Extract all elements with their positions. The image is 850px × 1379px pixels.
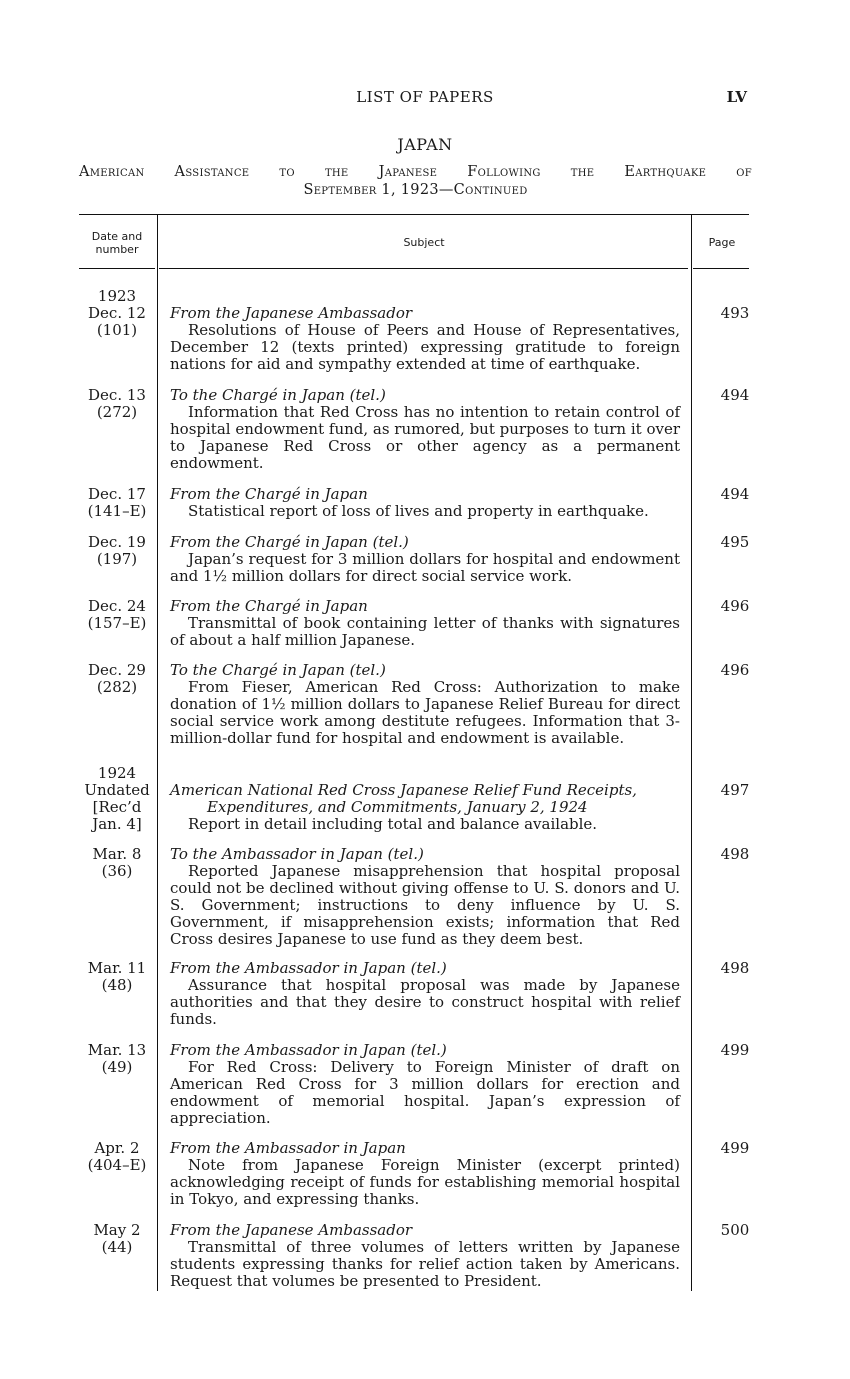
entry-date-text: (141–E)	[87, 502, 147, 520]
entry-date-text: Jan. 4]	[92, 815, 142, 833]
entry-date-text: (44)	[101, 1238, 133, 1256]
entry-date-text: Dec. 19	[88, 533, 146, 551]
entry-date	[75, 486, 159, 520]
entry-date	[75, 782, 159, 833]
entry-description: Japan’s request for 3 million dollars for hospital and endowment and 1½ million dollars for direct social service work.	[170, 550, 680, 585]
entry-date-text: (272)	[96, 403, 138, 421]
entry-subject	[170, 662, 680, 747]
entry-subject	[170, 960, 680, 1028]
entry-subject	[170, 486, 680, 520]
entry-date-text: [Rec’d	[92, 798, 142, 816]
entry-page: 497	[720, 781, 750, 799]
entry-page: 494	[720, 386, 750, 404]
section-title-line2: September 1, 1923—Continued	[303, 182, 528, 198]
entry-date-text: Dec. 24	[88, 597, 146, 615]
entry-page: 500	[720, 1221, 750, 1239]
entry-source: From the Chargé in Japan (tel.)	[170, 533, 409, 551]
entry-source: From the Japanese Ambassador	[170, 304, 413, 322]
entry-description: Statistical report of loss of lives and property in earthquake.	[188, 502, 649, 520]
entry-date-text: (282)	[96, 678, 138, 696]
entry-subject	[170, 1140, 680, 1208]
entry-source: To the Ambassador in Japan (tel.)	[170, 845, 424, 863]
entry-source: From the Ambassador in Japan	[170, 1139, 406, 1157]
column-divider	[157, 214, 158, 1291]
entry-date-text: Dec. 13	[88, 386, 146, 404]
entry-page: 495	[720, 533, 750, 551]
section-title	[79, 163, 752, 199]
entry-subject	[170, 1222, 680, 1290]
entry-description: Information that Red Cross has no intention to retain control of hospital endowment fund, as rumored, but purposes to turn it over to Japanese Red Cross or other agency as a permanent endowment.	[170, 403, 681, 472]
entry-date	[75, 846, 159, 880]
entry-source: To the Chargé in Japan (tel.)	[170, 661, 386, 679]
entry-date-text: Dec. 12	[88, 304, 146, 322]
entry-page: 496	[720, 661, 750, 679]
entry-subject	[170, 1042, 680, 1127]
entry-description: Resolutions of House of Peers and House of Representatives, December 12 (texts printed) expressing gratitude to foreign nations for aid and sympathy extended at time of earthquake.	[170, 321, 680, 373]
entry-date-text: (157–E)	[87, 614, 147, 632]
entry-source: From the Japanese Ambassador	[170, 1221, 413, 1239]
entry-subject	[170, 782, 680, 833]
entry-page: 496	[720, 597, 750, 615]
entry-date-text: Apr. 2	[94, 1139, 140, 1157]
entry-page: 494	[720, 485, 750, 503]
entry-date-text: (404–E)	[87, 1156, 147, 1174]
entry-description: Report in detail including total and balance available.	[188, 815, 598, 833]
entry-subject	[170, 598, 680, 649]
entry-source: From the Chargé in Japan	[170, 597, 368, 615]
entry-date-text: Dec. 29	[88, 661, 146, 679]
entry-date	[75, 387, 159, 421]
entry-date-text: Mar. 11	[87, 959, 147, 977]
entry-date-text: Mar. 8	[92, 845, 142, 863]
entry-date-text: (49)	[101, 1058, 133, 1076]
entry-date-text: Dec. 17	[88, 485, 146, 503]
entry-date-text: May 2	[93, 1221, 141, 1239]
entry-date-text: (101)	[96, 321, 138, 339]
header-date-line1: Date and	[91, 230, 143, 243]
entry-page: 498	[720, 845, 750, 863]
entry-date-text: (36)	[101, 862, 133, 880]
entry-subject	[170, 534, 680, 585]
header-date-number	[79, 230, 155, 256]
entry-date	[75, 1140, 159, 1174]
entry-source: To the Chargé in Japan (tel.)	[170, 386, 386, 404]
entry-page: 498	[720, 959, 750, 977]
page-number: LV	[726, 88, 747, 106]
entry-source-cont: Expenditures, and Commitments, January 2, 1924	[207, 798, 588, 816]
table-header-rule	[79, 268, 155, 269]
entry-description: Reported Japanese misapprehension that hospital proposal could not be declined without giving offense to U. S. donors and U. S. Government; instructions to deny influence by U. S. Government, if misapprehension exists; information that Red Cross desires Japanese to use fund as they deem best.	[170, 862, 680, 948]
entry-description: Transmittal of book containing letter of thanks with signatures of about a half million Japanese.	[170, 614, 680, 649]
header-subject: Subject	[403, 236, 445, 249]
entry-page: 493	[720, 304, 750, 322]
entry-description: For Red Cross: Delivery to Foreign Minister of draft on American Red Cross for 3 million dollars for erection and endowment of memorial hospital. Japan’s expression of appreciation.	[170, 1058, 680, 1127]
table-header-rule	[159, 268, 688, 269]
entry-date-text: Undated	[84, 781, 150, 799]
entry-date	[75, 598, 159, 632]
header-date-line2: number	[95, 243, 139, 256]
entry-date	[75, 960, 159, 994]
running-title: LIST OF PAPERS	[356, 88, 494, 106]
column-divider	[691, 214, 692, 1291]
entry-source: From the Ambassador in Japan (tel.)	[170, 959, 447, 977]
entry-page: 499	[720, 1139, 750, 1157]
table-top-rule	[79, 214, 749, 215]
entry-source: From the Chargé in Japan	[170, 485, 368, 503]
entry-page: 499	[720, 1041, 750, 1059]
entry-description: Note from Japanese Foreign Minister (excerpt printed) acknowledging receipt of funds for establishing memorial hospital in Tokyo, and expressing thanks.	[170, 1156, 680, 1208]
table-header-rule	[693, 268, 749, 269]
entry-source: American National Red Cross Japanese Relief Fund Receipts,	[170, 781, 637, 799]
entry-subject	[170, 846, 680, 948]
entry-date	[75, 1042, 159, 1076]
entry-description: Assurance that hospital proposal was made by Japanese authorities and that they desire to construct hospital with relief funds.	[170, 976, 680, 1028]
section-title-line1: American Assistance to the Japanese Following the Earthquake of	[79, 164, 752, 180]
entry-source: From the Ambassador in Japan (tel.)	[170, 1041, 447, 1059]
entry-description: From Fieser, American Red Cross: Authorization to make donation of 1½ million dollars to Japanese Relief Bureau for direct social service work among destitute refugees. Information that 3-million-dollar fund for hospital and endowment is available.	[170, 678, 680, 747]
header-page: Page	[708, 236, 736, 249]
entry-date	[75, 305, 159, 339]
entry-date	[75, 534, 159, 568]
entry-description: Transmittal of three volumes of letters written by Japanese students expressing thanks for relief action taken by Americans. Request that volumes be presented to President.	[170, 1238, 680, 1290]
entry-date	[75, 662, 159, 696]
entry-date-text: (197)	[96, 550, 138, 568]
entry-date-text: (48)	[101, 976, 133, 994]
entry-date-text: Mar. 13	[87, 1041, 147, 1059]
country-heading: JAPAN	[397, 135, 453, 154]
entry-subject	[170, 387, 680, 472]
entry-subject	[170, 305, 680, 373]
entry-date	[75, 1222, 159, 1256]
